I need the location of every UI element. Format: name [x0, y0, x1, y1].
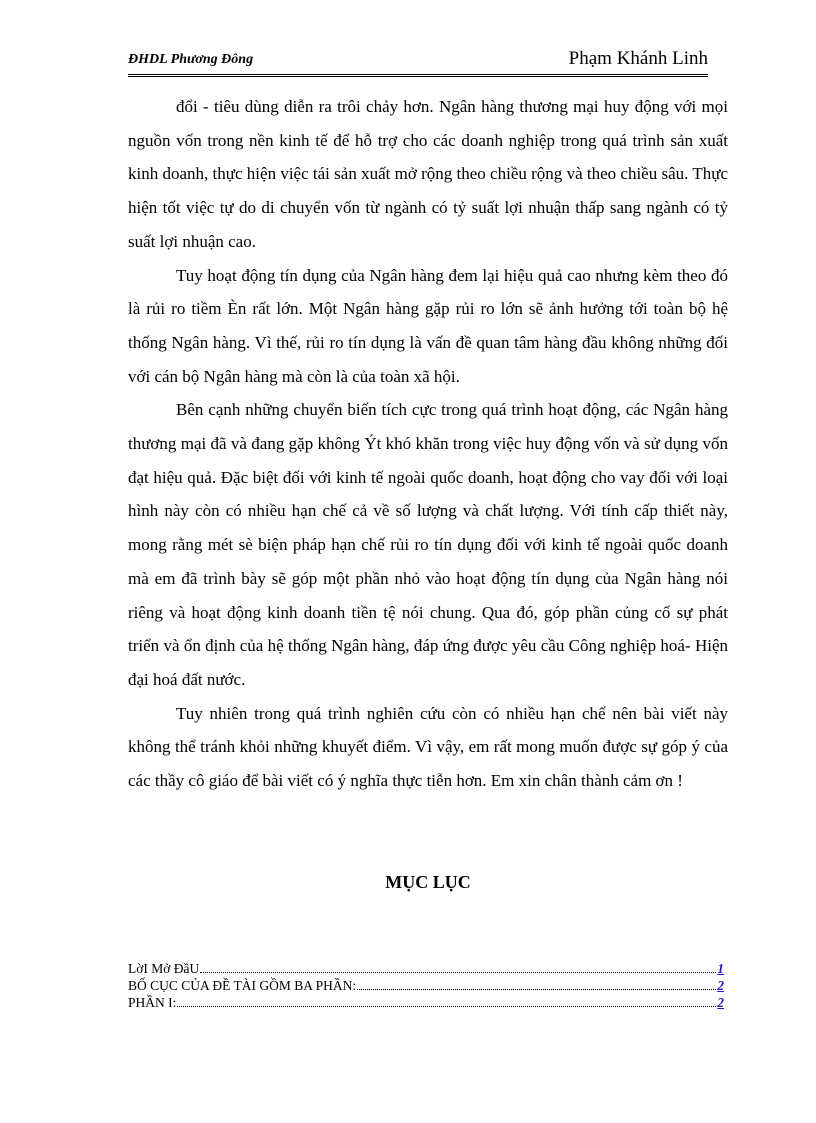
table-of-contents — [128, 960, 724, 1011]
toc-page-link[interactable]: 1 — [717, 961, 724, 976]
toc-leader-dots — [357, 978, 716, 990]
toc-leader-dots — [177, 995, 716, 1007]
toc-entry-phan-1[interactable] — [128, 994, 724, 1011]
page-header — [128, 48, 708, 77]
paragraph-3: Bên cạnh những chuyển biến tích cực trong quá trình hoạt động, các Ngân hàng thương mại đã và đang gặp không Ýt khó khăn trong việc huy động vốn và sử dụng vốn đạt hiệu quả. Đặc biệt đối với kinh tế ngoài quốc doanh, hoạt động cho vay đối với loại hình này còn có nhiều hạn chế cả về số lượng và chất lượng. Với tính cấp thiết này, mong rằng mét sè biện pháp hạn chế rủi ro tín dụng đối với kinh tế ngoài quốc doanh mà em đã trình bày sẽ góp một phần nhỏ vào hoạt động tín dụng của Ngân hàng nói riêng và hoạt động kinh doanh tiền tệ nói chung. Qua đó, góp phần củng cố sự phát triển và ổn định của hệ thống Ngân hàng, đáp ứng được yêu cầu Công nghiệp hoá- Hiện đại hoá đất nước. — [128, 400, 728, 689]
toc-page-link[interactable]: 2 — [717, 978, 724, 993]
toc-entry-loi-mo-dau[interactable] — [128, 960, 724, 977]
paragraph-2: Tuy hoạt động tín dụng của Ngân hàng đem lại hiệu quả cao nhưng kèm theo đó là rủi ro tiềm Èn rất lớn. Một Ngân hàng gặp rủi ro lớn sẽ ảnh hưởng tới toàn bộ hệ thống Ngân hàng. Vì thế, rủi ro tín dụng là vấn đề quan tâm hàng đầu không những đối với cán bộ Ngân hàng mà còn là của toàn xã hội. — [128, 265, 728, 386]
toc-entry-bo-cuc[interactable] — [128, 977, 724, 994]
header-author: Phạm Khánh Linh — [568, 48, 708, 69]
toc-entry-label: LờI Mở ĐầU — [128, 961, 200, 976]
toc-entry-label: PHẦN I: — [128, 995, 177, 1010]
toc-page-link[interactable]: 2 — [717, 995, 724, 1010]
header-institution: ĐHDL Phương Đông — [128, 52, 254, 67]
toc-entry-label: BỐ CỤC CỦA ĐỀ TÀI GỒM BA PHẦN: — [128, 978, 357, 993]
body-text — [128, 90, 728, 798]
toc-title: MỤC LỤC — [385, 872, 471, 892]
paragraph-1: đổi - tiêu dùng diễn ra trôi chảy hơn. Ngân hàng thương mại huy động với mọi nguồn vốn trong nền kinh tế để hỗ trợ cho các doanh nghiệp trong quá trình sản xuất kinh doanh, thực hiện việc tái sản xuất mở rộng theo chiều rộng và theo chiều sâu. Thực hiện tốt việc tự do di chuyển vốn từ ngành có tỷ suất lợi nhuận thấp sang ngành có tỷ suất lợi nhuận cao. — [128, 97, 728, 251]
paragraph-4: Tuy nhiên trong quá trình nghiên cứu còn có nhiều hạn chế nên bài viết này không thể tránh khỏi những khuyết điểm. Vì vậy, em rất mong muốn được sự góp ý của các thầy cô giáo để bài viết có ý nghĩa thực tiễn hơn. Em xin chân thành cảm ơn ! — [128, 703, 728, 791]
toc-leader-dots — [200, 961, 716, 973]
